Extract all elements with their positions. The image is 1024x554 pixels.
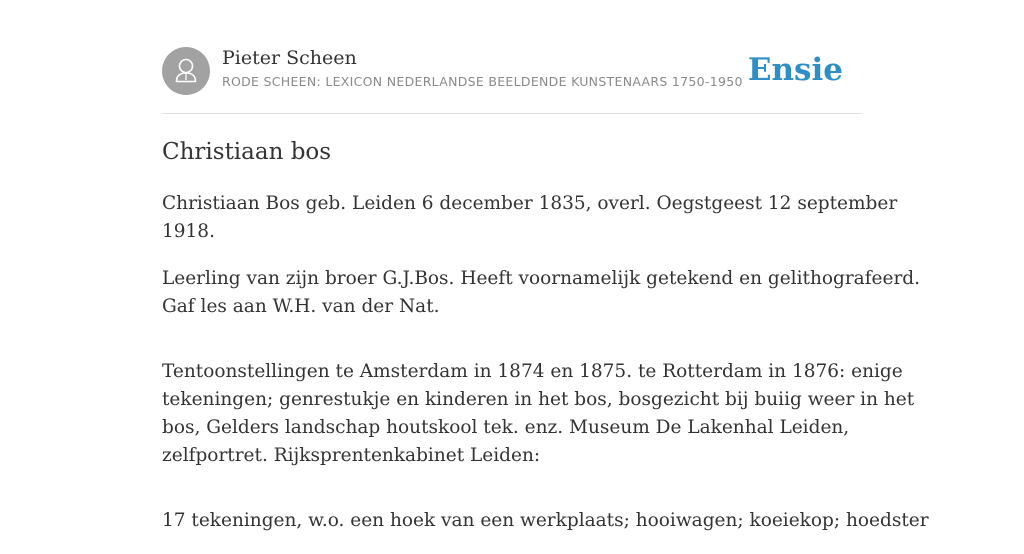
ensie-logo[interactable]: Ensie	[747, 52, 843, 88]
text-line: 17 tekeningen, w.o. een hoek van een werkplaats; hooiwagen; koeiekop; hoedster	[162, 510, 929, 531]
text-line: tekeningen; genrestukje en kinderen in het bos, bosgezicht bij buiig weer in het	[162, 389, 915, 410]
author-name[interactable]: Pieter Scheen	[222, 47, 357, 69]
paragraph-exhibitions	[162, 358, 915, 470]
article-body	[162, 190, 929, 554]
text-line: 1918.	[162, 221, 215, 242]
article-header	[162, 46, 862, 96]
article-title: Christiaan bos	[162, 139, 332, 165]
text-line: zelfportret. Rijksprentenkabinet Leiden:	[162, 445, 541, 466]
text-line: Gaf les aan W.H. van der Nat.	[162, 296, 440, 317]
text-line: Leerling van zijn broer G.J.Bos. Heeft voornamelijk getekend en gelithografeerd.	[162, 268, 921, 289]
source-title[interactable]: RODE SCHEEN: LEXICON NEDERLANDSE BEELDENDE KUNSTENAARS 1750-1950	[222, 74, 743, 89]
paragraph-training	[162, 265, 921, 321]
text-line: Christiaan Bos geb. Leiden 6 december 1835, overl. Oegstgeest 12 september	[162, 193, 898, 214]
author-avatar[interactable]	[162, 47, 210, 95]
header-divider	[162, 113, 862, 114]
paragraph-birth-death	[162, 190, 898, 246]
paragraph-drawings	[162, 507, 929, 535]
text-line: Tentoonstellingen te Amsterdam in 1874 en 1875. te Rotterdam in 1876: enige	[162, 361, 903, 382]
user-silhouette-icon	[162, 47, 210, 95]
text-line: bos, Gelders landschap houtskool tek. enz. Museum De Lakenhal Leiden,	[162, 417, 850, 438]
